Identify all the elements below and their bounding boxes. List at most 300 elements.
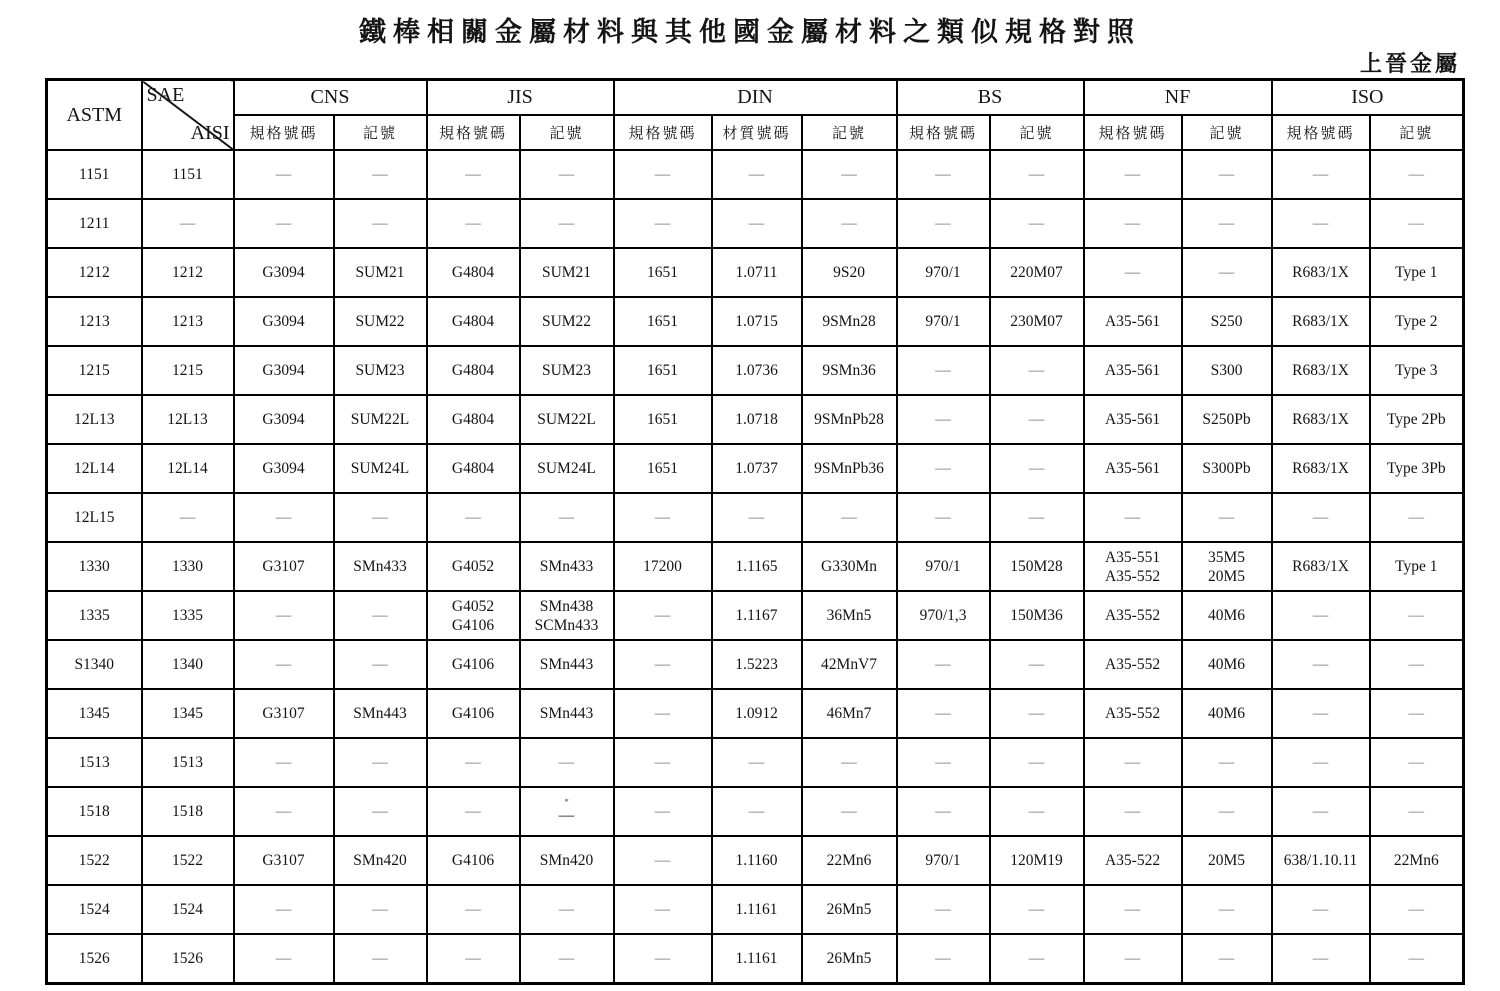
cell-1526-jis-symbol (520, 934, 614, 984)
cell-1518-din-symbol (802, 787, 897, 836)
cell-1518-iso-symbol (1370, 787, 1464, 836)
cell-1211-bs-spec (897, 199, 990, 248)
cell-text: SUM21 (541, 264, 592, 281)
cell-text: — (465, 754, 481, 771)
cell-text: 150M36 (1010, 607, 1063, 624)
header-sub-jis-symbol: 記號 (520, 115, 614, 150)
cell-12l15-bs-spec (897, 493, 990, 542)
cell-1345-bs-spec (897, 689, 990, 738)
cell-1513-bs-spec (897, 738, 990, 787)
cell-s1340-iso-spec (1272, 640, 1370, 689)
cell-text: SMn420 (539, 852, 594, 869)
cell-text: 1518 (78, 803, 110, 820)
cell-1330-din-spec (614, 542, 712, 591)
cell-text: 1335 (78, 607, 110, 624)
cell-1212-nf-spec (1084, 248, 1182, 297)
cell-12l13-iso-spec (1272, 395, 1370, 444)
header-sub-nf-spec: 規格號碼 (1084, 115, 1182, 150)
cell-text: — (1218, 264, 1235, 281)
cell-1526-nf-spec (1084, 934, 1182, 984)
header-group-row (47, 80, 1464, 116)
cell-1215-jis-spec (427, 346, 520, 395)
cell-12l13-bs-spec (897, 395, 990, 444)
cell-1335-jis-spec (427, 591, 520, 640)
cell-1518-cns-spec (234, 787, 334, 836)
cell-1212-nf-symbol (1182, 248, 1272, 297)
cell-1513-iso-spec (1272, 738, 1370, 787)
cell-text: — (1124, 950, 1141, 967)
cell-text: — (179, 215, 196, 232)
header-sae-label: SAE (146, 84, 185, 106)
cell-text: — (1218, 166, 1235, 183)
cell-1213-iso-symbol (1370, 297, 1464, 346)
cell-1518-jis-symbol (520, 787, 614, 836)
table-row-1526 (47, 934, 1464, 984)
cell-text: 46Mn7 (826, 705, 872, 722)
cell-1526-astm (47, 934, 142, 984)
header-aisi-label: AISI (190, 122, 230, 144)
cell-1345-din-spec (614, 689, 712, 738)
cell-1522-din-material (712, 836, 802, 885)
cell-text: 26Mn5 (826, 950, 872, 967)
cell-text: — (1408, 754, 1425, 771)
cell-text: 40M6 (1208, 705, 1246, 722)
cell-text: A35-561 (1104, 362, 1161, 379)
cell-text: — (558, 950, 575, 967)
cell-text: — (1028, 460, 1045, 477)
cell-1524-jis-spec (427, 885, 520, 934)
cell-text: — (1028, 656, 1045, 673)
cell-text: SUM22L (537, 411, 596, 428)
cell-text: — (1312, 607, 1329, 624)
cell-1513-sae-aisi (142, 738, 234, 787)
cell-1524-din-spec (614, 885, 712, 934)
cell-text: — (1028, 215, 1045, 232)
cell-1335-din-spec (614, 591, 712, 640)
page-title: 鐵棒相關金屬材料與其他國金屬材料之類似規格對照 (359, 17, 1141, 47)
header-sub-nf-symbol: 記號 (1182, 115, 1272, 150)
cell-1212-sae-aisi (142, 248, 234, 297)
cell-1524-sae-aisi (142, 885, 234, 934)
cell-text: 1513 (172, 754, 203, 771)
cell-text: 1651 (647, 460, 679, 477)
cell-text: 120M19 (1010, 852, 1063, 869)
cell-1513-nf-spec (1084, 738, 1182, 787)
cell-1522-bs-symbol (990, 836, 1084, 885)
cell-1345-cns-spec (234, 689, 334, 738)
cell-1211-sae-aisi (142, 199, 234, 248)
cell-text: — (1312, 215, 1329, 232)
cell-text: Type 1 (1395, 558, 1438, 575)
cell-1213-astm (47, 297, 142, 346)
cell-12l14-sae-aisi (142, 444, 234, 493)
cell-12l15-iso-symbol (1370, 493, 1464, 542)
cell-text: 970/1 (925, 313, 961, 330)
table-row-1212 (47, 248, 1464, 297)
cell-1211-iso-symbol (1370, 199, 1464, 248)
cell-text: 1345 (78, 705, 110, 722)
cell-1522-cns-spec (234, 836, 334, 885)
cell-12l15-nf-spec (1084, 493, 1182, 542)
cell-1518-jis-spec (427, 787, 520, 836)
cell-text: — (275, 803, 292, 820)
cell-1345-jis-symbol (520, 689, 614, 738)
cell-text: — (1218, 950, 1235, 967)
cell-text: — (748, 166, 765, 183)
cell-1212-jis-spec (427, 248, 520, 297)
cell-text: 1522 (172, 852, 203, 869)
cell-text: 1.1161 (735, 901, 778, 918)
cell-1513-din-material (712, 738, 802, 787)
cell-1211-iso-spec (1272, 199, 1370, 248)
cell-text: G3094 (262, 411, 305, 428)
cell-text: — (372, 607, 388, 624)
cell-text: 1215 (172, 362, 203, 379)
cell-text: 1651 (647, 362, 679, 379)
cell-12l13-astm (47, 395, 142, 444)
cell-text: — (1408, 901, 1425, 918)
cell-1345-din-material (712, 689, 802, 738)
cell-text: — (275, 607, 292, 624)
cell-s1340-jis-spec (427, 640, 520, 689)
cell-1526-sae-aisi (142, 934, 234, 984)
cell-1513-nf-symbol (1182, 738, 1272, 787)
cell-1211-astm (47, 199, 142, 248)
cell-1526-jis-spec (427, 934, 520, 984)
cell-text: S1340 (74, 656, 115, 673)
cell-text: — (465, 509, 481, 526)
cell-text: — (654, 166, 671, 183)
cell-s1340-din-symbol (802, 640, 897, 689)
cell-text: G4804 (451, 313, 495, 330)
cell-1524-nf-spec (1084, 885, 1182, 934)
cell-text: — (935, 362, 951, 379)
cell-1335-din-material (712, 591, 802, 640)
cell-12l13-sae-aisi (142, 395, 234, 444)
cell-1151-astm (47, 150, 142, 199)
cell-text: — (1028, 362, 1045, 379)
cell-1215-jis-symbol (520, 346, 614, 395)
cell-text: — (1408, 607, 1425, 624)
cell-text: — (935, 754, 951, 771)
cell-text: — (1312, 754, 1329, 771)
cell-1330-din-symbol (802, 542, 897, 591)
cell-12l15-cns-spec (234, 493, 334, 542)
cell-1513-din-spec (614, 738, 712, 787)
cell-text: SMn420 (353, 852, 407, 869)
cell-1526-cns-spec (234, 934, 334, 984)
table-row-s1340 (47, 640, 1464, 689)
cell-text: — (372, 754, 388, 771)
cell-text: SUM23 (355, 362, 405, 379)
cell-text: G4106 (451, 705, 495, 722)
cell-1151-din-spec (614, 150, 712, 199)
cell-text: 17200 (643, 558, 682, 575)
cell-text: G4106 (451, 852, 495, 869)
cell-text: 1151 (79, 166, 110, 183)
cell-text: — (1028, 754, 1045, 771)
cell-text: SMn438 (539, 597, 594, 615)
cell-text: — (1028, 803, 1045, 820)
header-sub-cns-spec: 規格號碼 (234, 115, 334, 150)
cell-12l15-bs-symbol (990, 493, 1084, 542)
cell-1526-bs-symbol (990, 934, 1084, 984)
cell-1522-astm (47, 836, 142, 885)
cell-text: G4804 (451, 411, 495, 428)
cell-text: 1.1160 (735, 852, 778, 869)
cell-1151-jis-spec (427, 150, 520, 199)
cell-1526-din-material (712, 934, 802, 984)
spec-comparison-table (45, 78, 1465, 985)
cell-1215-bs-symbol (990, 346, 1084, 395)
cell-text: SMn443 (539, 705, 594, 722)
cell-text: G3107 (262, 705, 305, 722)
cell-text: R683/1X (1292, 362, 1349, 379)
header-group-iso: ISO (1272, 80, 1464, 116)
cell-12l15-jis-spec (427, 493, 520, 542)
cell-text: SUM23 (541, 362, 592, 379)
cell-text: — (654, 754, 671, 771)
cell-text: — (465, 803, 481, 820)
cell-text: R683/1X (1292, 460, 1349, 477)
cell-1151-nf-symbol (1182, 150, 1272, 199)
cell-1522-iso-spec (1272, 836, 1370, 885)
cell-12l13-din-material (712, 395, 802, 444)
cell-text: — (1218, 509, 1235, 526)
cell-1345-nf-spec (1084, 689, 1182, 738)
cell-1513-din-symbol (802, 738, 897, 787)
cell-12l15-astm (47, 493, 142, 542)
cell-s1340-iso-symbol (1370, 640, 1464, 689)
cell-text: 12L13 (167, 411, 208, 428)
cell-1151-cns-spec (234, 150, 334, 199)
cell-text: 1.1161 (735, 950, 778, 967)
cell-text: — (1124, 215, 1141, 232)
cell-1526-bs-spec (897, 934, 990, 984)
cell-text: SUM22 (355, 313, 405, 330)
header-group-bs: BS (897, 80, 1084, 116)
cell-text: — (935, 166, 951, 183)
header-group-jis: JIS (427, 80, 614, 116)
cell-text: 12L14 (167, 460, 208, 477)
cell-text: 1.0718 (735, 411, 778, 428)
cell-1518-bs-symbol (990, 787, 1084, 836)
cell-1524-astm (47, 885, 142, 934)
header-sub-din-symbol: 記號 (802, 115, 897, 150)
cell-text: S300Pb (1202, 460, 1251, 477)
cell-s1340-astm (47, 640, 142, 689)
cell-1518-bs-spec (897, 787, 990, 836)
cell-1330-bs-symbol (990, 542, 1084, 591)
cell-1151-cns-symbol (334, 150, 427, 199)
cell-text: A35-552 (1104, 607, 1161, 624)
cell-1213-jis-symbol (520, 297, 614, 346)
cell-1211-jis-spec (427, 199, 520, 248)
cell-1524-din-symbol (802, 885, 897, 934)
cell-1151-nf-spec (1084, 150, 1182, 199)
cell-text: 1213 (172, 313, 203, 330)
cell-text: G4052 (451, 558, 495, 575)
cell-text: — (275, 950, 292, 967)
cell-1330-sae-aisi (142, 542, 234, 591)
cell-1335-bs-symbol (990, 591, 1084, 640)
cell-1213-iso-spec (1272, 297, 1370, 346)
cell-text: 1522 (78, 852, 110, 869)
cell-text: — (372, 803, 388, 820)
cell-1330-nf-spec (1084, 542, 1182, 591)
cell-text: — (1312, 509, 1329, 526)
cell-s1340-bs-symbol (990, 640, 1084, 689)
cell-12l14-bs-spec (897, 444, 990, 493)
cell-12l14-cns-symbol (334, 444, 427, 493)
cell-1215-nf-symbol (1182, 346, 1272, 395)
cell-text: — (1408, 215, 1425, 232)
cell-1212-din-material (712, 248, 802, 297)
cell-text: 1.0715 (735, 313, 778, 330)
cell-1522-nf-symbol (1182, 836, 1272, 885)
cell-text: G4106 (451, 616, 495, 634)
cell-text: 12L13 (74, 411, 115, 428)
cell-text: — (275, 215, 292, 232)
cell-text: — (1124, 166, 1141, 183)
cell-text: 1651 (647, 264, 679, 281)
cell-1213-sae-aisi (142, 297, 234, 346)
cell-text: — (935, 411, 951, 428)
cell-1215-astm (47, 346, 142, 395)
cell-text: 1513 (78, 754, 110, 771)
cell-text: — (1218, 901, 1235, 918)
cell-text: — (935, 460, 951, 477)
cell-text: — (748, 509, 765, 526)
cell-text: — (935, 215, 951, 232)
cell-1518-din-material (712, 787, 802, 836)
cell-1513-cns-symbol (334, 738, 427, 787)
cell-text: — (841, 754, 857, 771)
cell-text: — (558, 901, 575, 918)
cell-1345-jis-spec (427, 689, 520, 738)
cell-text: — (372, 509, 388, 526)
cell-text: — (935, 656, 951, 673)
cell-text: G4804 (451, 362, 495, 379)
cell-1212-bs-symbol (990, 248, 1084, 297)
cell-1522-bs-spec (897, 836, 990, 885)
cell-1151-din-material (712, 150, 802, 199)
cell-1211-din-symbol (802, 199, 897, 248)
cell-12l15-nf-symbol (1182, 493, 1272, 542)
cell-1330-cns-spec (234, 542, 334, 591)
cell-text: SUM24L (537, 460, 596, 477)
cell-1335-iso-symbol (1370, 591, 1464, 640)
cell-text: 9SMn36 (822, 362, 876, 379)
cell-text: SUM22 (541, 313, 592, 330)
cell-text: A35-561 (1104, 313, 1161, 330)
cell-1151-jis-symbol (520, 150, 614, 199)
cell-1524-cns-spec (234, 885, 334, 934)
cell-text: 1212 (78, 264, 110, 281)
header-sub-din-material: 材質號碼 (712, 115, 802, 150)
cell-12l14-jis-spec (427, 444, 520, 493)
cell-text: 12L15 (74, 509, 115, 526)
cell-text: 1213 (78, 313, 110, 330)
cell-1522-cns-symbol (334, 836, 427, 885)
cell-text: — (372, 656, 388, 673)
cell-text: — (275, 166, 292, 183)
table-row-1215 (47, 346, 1464, 395)
cell-1215-iso-spec (1272, 346, 1370, 395)
cell-1330-jis-spec (427, 542, 520, 591)
cell-text: 1.0912 (735, 705, 778, 722)
cell-text: — (1124, 901, 1141, 918)
cell-text: — (841, 509, 857, 526)
cell-text: Type 2 (1395, 313, 1438, 330)
cell-text: 1212 (172, 264, 203, 281)
cell-text: 9SMn28 (822, 313, 876, 330)
cell-1335-nf-spec (1084, 591, 1182, 640)
cell-text: 970/1 (925, 264, 961, 281)
cell-text: — (372, 950, 388, 967)
cell-1345-bs-symbol (990, 689, 1084, 738)
cell-text: A35-552 (1104, 567, 1161, 585)
table-row-1518 (47, 787, 1464, 836)
cell-text: 230M07 (1010, 313, 1063, 330)
cell-text: — (1028, 411, 1045, 428)
cell-1522-sae-aisi (142, 836, 234, 885)
cell-1524-jis-symbol (520, 885, 614, 934)
header-group-cns: CNS (234, 80, 427, 116)
cell-text: — (372, 166, 388, 183)
cell-12l13-jis-spec (427, 395, 520, 444)
cell-text: — (465, 166, 481, 183)
cell-text: — (935, 901, 951, 918)
cell-text: — (1124, 264, 1141, 281)
cell-1330-cns-symbol (334, 542, 427, 591)
cell-1335-cns-spec (234, 591, 334, 640)
cell-text: — (558, 166, 575, 183)
cell-s1340-sae-aisi (142, 640, 234, 689)
cell-1335-sae-aisi (142, 591, 234, 640)
cell-text: — (465, 950, 481, 967)
cell-12l14-bs-symbol (990, 444, 1084, 493)
cell-1215-nf-spec (1084, 346, 1182, 395)
cell-1330-din-material (712, 542, 802, 591)
cell-text: — (465, 215, 481, 232)
cell-1211-nf-symbol (1182, 199, 1272, 248)
cell-1213-bs-spec (897, 297, 990, 346)
cell-text: 20M5 (1208, 852, 1246, 869)
cell-text: — (1312, 803, 1329, 820)
cell-1215-sae-aisi (142, 346, 234, 395)
cell-text: 970/1 (925, 852, 961, 869)
cell-text: — (841, 803, 857, 820)
cell-1522-nf-spec (1084, 836, 1182, 885)
cell-1513-cns-spec (234, 738, 334, 787)
cell-1345-astm (47, 689, 142, 738)
cell-text: — (1028, 509, 1045, 526)
cell-text: 1.0711 (735, 264, 778, 281)
header-group-nf: NF (1084, 80, 1272, 116)
cell-text: 9S20 (833, 264, 865, 281)
cell-text: Type 2Pb (1386, 411, 1446, 428)
cell-text: — (1124, 509, 1141, 526)
cell-text: R683/1X (1292, 558, 1349, 575)
cell-1212-iso-symbol (1370, 248, 1464, 297)
cell-text: — (1028, 901, 1045, 918)
cell-1211-bs-symbol (990, 199, 1084, 248)
cell-1513-astm (47, 738, 142, 787)
cell-12l14-jis-symbol (520, 444, 614, 493)
cell-1213-cns-spec (234, 297, 334, 346)
table-row-1211 (47, 199, 1464, 248)
